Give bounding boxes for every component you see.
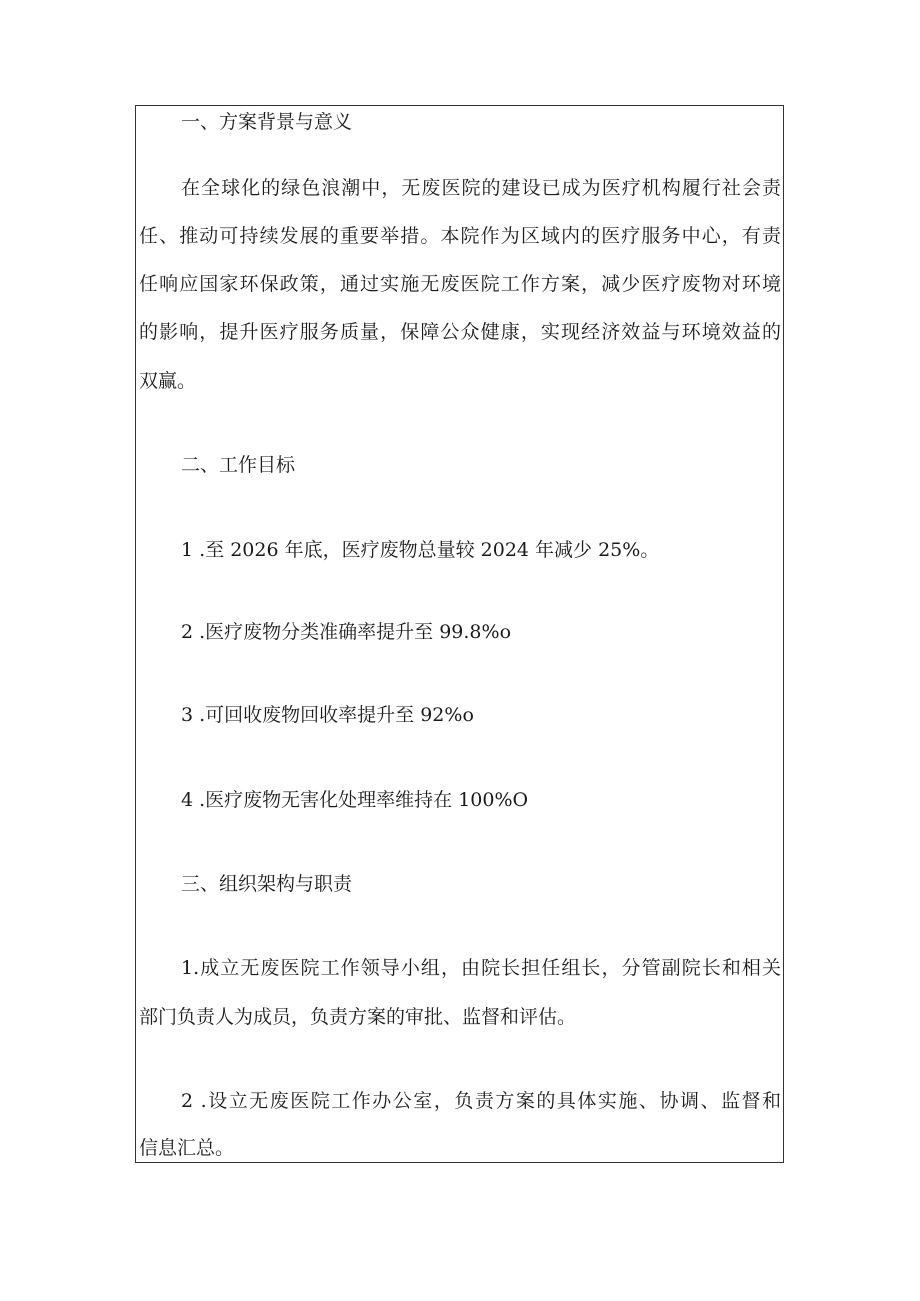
- org-item-2-line-2: 信息汇总。: [139, 1137, 235, 1159]
- goal-item-3: 3 .可回收废物回收率提升至 92%o: [181, 704, 474, 726]
- org-item-1-line-2: 部门负责人为成员，负责方案的审批、监督和评估。: [139, 1006, 577, 1028]
- section1-paragraph-line-1: 在全球化的绿色浪潮中，无废医院的建设已成为医疗机构履行社会责: [181, 177, 781, 199]
- goal-item-2: 2 .医疗废物分类准确率提升至 99.8%o: [181, 621, 512, 643]
- document-frame: [135, 105, 784, 1163]
- section1-paragraph-line-4: 的影响，提升医疗服务质量，保障公众健康，实现经济效益与环境效益的: [139, 321, 781, 343]
- section1-paragraph-line-5: 双赢。: [139, 370, 197, 392]
- section1-paragraph-line-3: 任响应国家环保政策，通过实施无废医院工作方案，减少医疗废物对环境: [139, 273, 781, 295]
- org-item-2-line-1: 2 .设立无废医院工作办公室，负责方案的具体实施、协调、监督和: [181, 1090, 781, 1112]
- section3-title: 三、组织架构与职责: [181, 873, 353, 895]
- section2-title: 二、工作目标: [181, 454, 296, 476]
- goal-item-1: 1 .至 2026 年底，医疗废物总量较 2024 年减少 25%。: [181, 539, 660, 561]
- org-item-1-line-1: 1.成立无废医院工作领导小组，由院长担任组长，分管副院长和相关: [181, 957, 781, 979]
- section1-title: 一、方案背景与意义: [181, 111, 353, 133]
- section1-paragraph-line-2: 任、推动可持续发展的重要举措。本院作为区域内的医疗服务中心，有责: [139, 225, 781, 247]
- goal-item-4: 4 .医疗废物无害化处理率维持在 100%O: [181, 789, 529, 811]
